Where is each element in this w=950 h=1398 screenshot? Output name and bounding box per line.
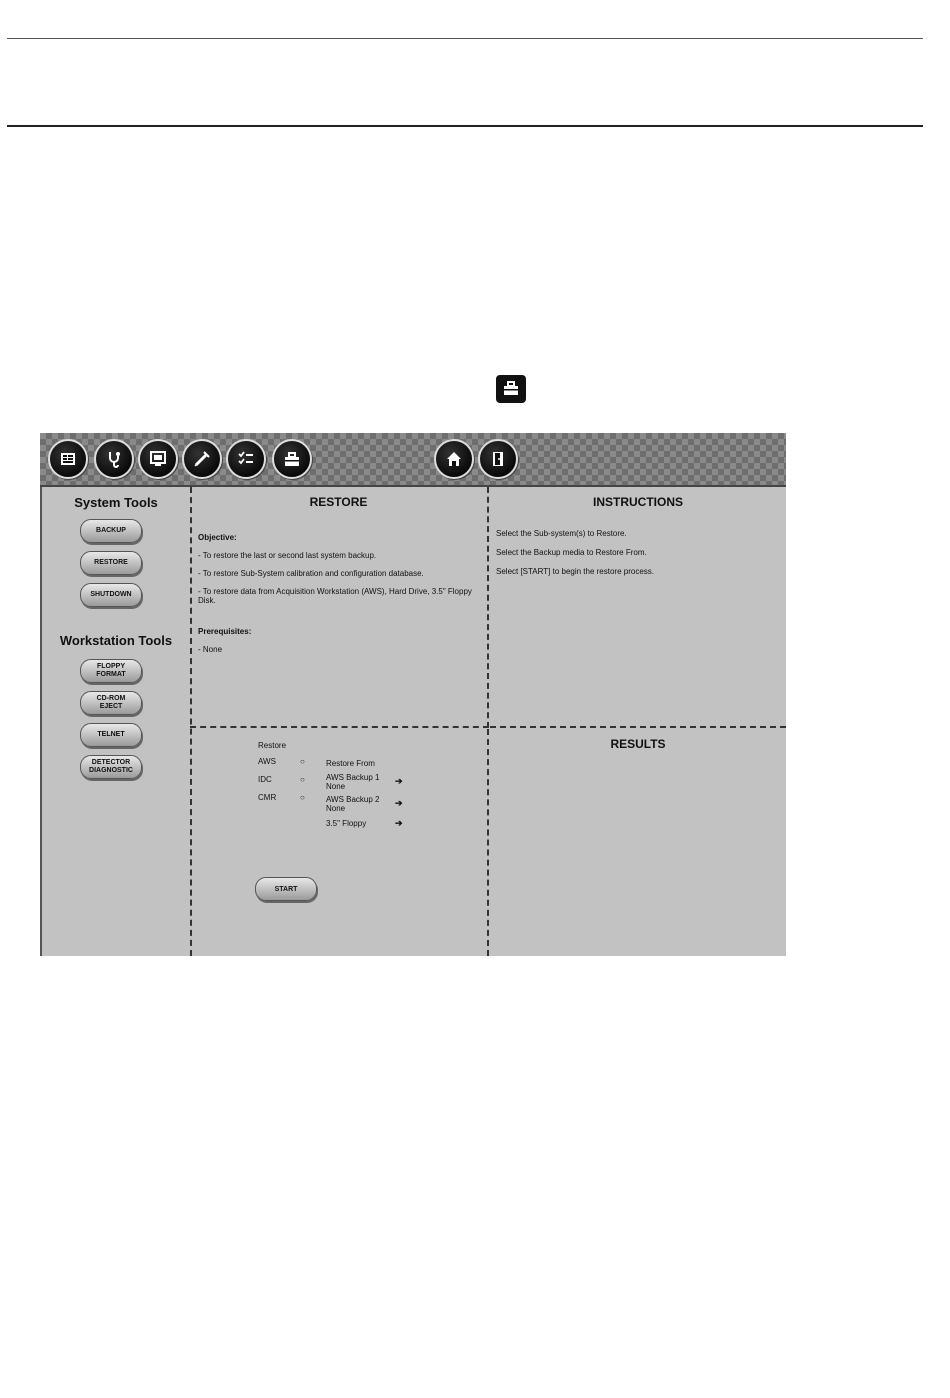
document-list-icon[interactable] <box>48 439 88 479</box>
subsystem-aws-label: AWS <box>258 757 276 766</box>
detector-diagnostic-button[interactable]: DETECTOR DIAGNOSTIC <box>80 755 142 779</box>
subsystem-idc-label: IDC <box>258 775 272 784</box>
exit-door-icon[interactable] <box>478 439 518 479</box>
source-select-arrow-icon[interactable]: ➔ <box>395 798 403 808</box>
source-value: None <box>326 782 346 791</box>
prerequisites-value: - None <box>198 645 223 654</box>
source-name: AWS Backup 1 <box>326 773 380 782</box>
restore-label: Restore <box>258 741 287 750</box>
workstation-tools-title: Workstation Tools <box>59 633 173 648</box>
floppy-format-button[interactable]: FLOPPY FORMAT <box>80 659 142 683</box>
source-value: None <box>326 804 346 813</box>
system-tools-title: System Tools <box>74 495 158 510</box>
instruction-step: Select the Sub-system(s) to Restore. <box>496 529 627 538</box>
prerequisites-label: Prerequisites: <box>198 627 252 636</box>
header-rule-bottom <box>7 125 923 127</box>
restore-panel <box>190 487 489 728</box>
restore-from-label: Restore From <box>326 759 375 768</box>
home-icon[interactable] <box>434 439 474 479</box>
instructions-panel <box>490 487 786 728</box>
source-select-arrow-icon[interactable]: ➔ <box>395 818 403 828</box>
start-button[interactable]: START <box>255 877 317 901</box>
source-name: AWS Backup 2 <box>326 795 380 804</box>
results-panel-title: RESULTS <box>610 737 666 751</box>
subsystem-idc-radio[interactable]: ○ <box>300 775 305 784</box>
subsystem-cmr-radio[interactable]: ○ <box>300 793 305 802</box>
instruction-step: Select [START] to begin the restore process. <box>496 567 654 576</box>
instruction-step: Select the Backup media to Restore From. <box>496 548 647 557</box>
backup-button[interactable]: BACKUP <box>80 519 142 543</box>
sidebar <box>40 487 192 956</box>
subsystem-cmr-label: CMR <box>258 793 277 802</box>
syringe-icon[interactable] <box>182 439 222 479</box>
cdrom-eject-button[interactable]: CD-ROM EJECT <box>80 691 142 715</box>
toolbox-icon <box>496 375 526 403</box>
checklist-icon[interactable] <box>226 439 266 479</box>
results-panel <box>490 729 786 956</box>
shutdown-button[interactable]: SHUTDOWN <box>80 583 142 607</box>
instructions-panel-title: INSTRUCTIONS <box>593 495 683 509</box>
header-rule-top <box>7 38 923 39</box>
stethoscope-icon[interactable] <box>94 439 134 479</box>
monitor-icon[interactable] <box>138 439 178 479</box>
source-name: 3.5" Floppy <box>326 819 367 828</box>
objective-item: - To restore Sub-System calibration and configuration database. <box>198 569 424 578</box>
subsystem-aws-radio[interactable]: ○ <box>300 757 305 766</box>
application-window <box>40 433 786 956</box>
toolbox-icon[interactable] <box>272 439 312 479</box>
restore-panel-title: RESTORE <box>309 495 368 509</box>
objective-item: - To restore data from Acquisition Workstation (AWS), Hard Drive, 3.5" Floppy Disk. <box>198 587 472 605</box>
restore-form-panel <box>190 729 489 956</box>
telnet-button[interactable]: TELNET <box>80 723 142 747</box>
source-select-arrow-icon[interactable]: ➔ <box>395 776 403 786</box>
objective-item: - To restore the last or second last system backup. <box>198 551 377 560</box>
toolbar <box>40 433 786 487</box>
objective-label: Objective: <box>198 533 237 542</box>
restore-button[interactable]: RESTORE <box>80 551 142 575</box>
